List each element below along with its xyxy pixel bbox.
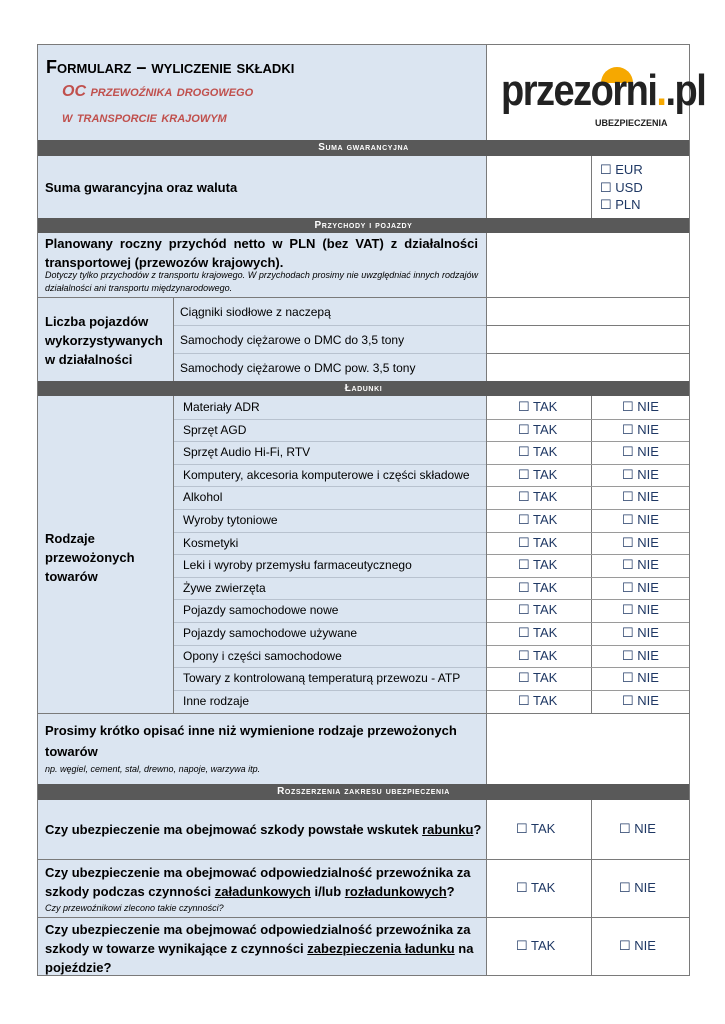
cargo-item-9: Pojazdy samochodowe nowe (183, 603, 339, 618)
currency-eur-checkbox[interactable]: ☐ EUR (600, 162, 643, 177)
cargo-no-checkbox-0[interactable]: ☐ NIE (622, 399, 659, 414)
describe-label: Prosimy krótko opisać inne niż wymienione rodzaje przewożonych towarów (45, 723, 457, 759)
cargo-no-checkbox-4[interactable]: ☐ NIE (622, 489, 659, 505)
cargo-yes-checkbox-2[interactable]: ☐ TAK (518, 444, 558, 460)
logo-tagline: UBEZPIECZENIA (595, 118, 668, 128)
cargo-no-checkbox-5[interactable]: ☐ NIE (622, 512, 659, 527)
cargo-no-checkbox-10[interactable]: ☐ NIE (622, 625, 659, 640)
cargo-item-7: Leki i wyroby przemysłu farmaceutycznego (183, 558, 412, 573)
vehicle-type-1: Samochody ciężarowe o DMC do 3,5 tony (180, 333, 405, 347)
sum-label-cell (38, 156, 486, 218)
cargo-no-checkbox-1[interactable]: ☐ NIE (622, 421, 659, 437)
cargo-item-0: Materiały ADR (183, 400, 260, 414)
q3-yes-checkbox[interactable]: ☐ TAK (516, 938, 556, 953)
q2-note: Czy przewoźnikowi zlecono takie czynności? (45, 903, 224, 913)
form-subtitle-2: w transporcie krajowym (62, 109, 227, 126)
vehicle-type-2: Samochody ciężarowe o DMC pow. 3,5 tony (180, 361, 416, 375)
cargo-item-8: Żywe zwierzęta (183, 580, 266, 595)
cargo-yes-checkbox-11[interactable]: ☐ TAK (518, 647, 558, 663)
cargo-label: Rodzaje przewożonych towarów (45, 531, 135, 584)
header-title-panel (38, 45, 486, 140)
vehicle-count-input-0[interactable] (487, 298, 689, 325)
currency-pln-checkbox[interactable]: ☐ PLN (600, 197, 641, 212)
vehicles-label: Liczba pojazdów wykorzystywanych w działalności (45, 314, 163, 367)
cargo-no-checkbox-3[interactable]: ☐ NIE (622, 466, 659, 482)
vehicle-type-0: Ciągniki siodłowe z naczepą (180, 305, 331, 319)
q1-yes-checkbox[interactable]: ☐ TAK (516, 821, 556, 836)
cargo-item-2: Sprzęt Audio Hi-Fi, RTV (183, 445, 311, 460)
vehicle-count-input-1[interactable] (487, 326, 689, 353)
cargo-yes-checkbox-6[interactable]: ☐ TAK (518, 534, 558, 550)
logo-suffix: .pl (665, 66, 706, 116)
vehicle-count-input-2[interactable] (487, 354, 689, 381)
cargo-item-10: Pojazdy samochodowe używane (183, 626, 358, 640)
form-title: Formularz – wyliczenie składki (46, 57, 295, 77)
q2-label: Czy ubezpieczenie ma obejmować odpowiedzialność przewoźnika za szkody podczas czynności załadunkowych i/lub rozładunkowych? (45, 865, 471, 899)
insurance-form (37, 44, 706, 976)
cargo-yes-checkbox-3[interactable]: ☐ TAK (518, 466, 558, 482)
cargo-yes-checkbox-12[interactable]: ☐ TAK (518, 670, 558, 686)
currency-options (600, 161, 643, 214)
q2-cell (38, 860, 486, 917)
q1-no-checkbox[interactable]: ☐ NIE (619, 821, 656, 836)
q2-yes-checkbox[interactable]: ☐ TAK (516, 880, 556, 895)
cargo-yes-checkbox-1[interactable]: ☐ TAK (518, 421, 558, 437)
cargo-no-checkbox-8[interactable]: ☐ NIE (622, 579, 659, 595)
section-bar-sum: Suma gwarancyjna (38, 140, 689, 156)
cargo-item-3: Komputery, akcesoria komputerowe i części składowe (183, 467, 470, 482)
cargo-item-11: Opony i części samochodowe (183, 648, 342, 663)
cargo-no-checkbox-13[interactable]: ☐ NIE (622, 692, 659, 708)
cargo-yes-checkbox-10[interactable]: ☐ TAK (518, 625, 558, 640)
cargo-yes-checkbox-9[interactable]: ☐ TAK (518, 602, 558, 618)
describe-note: np. węgiel, cement, stal, drewno, napoje, warzywa itp. (45, 764, 261, 774)
describe-cell (38, 714, 486, 784)
cargo-item-5: Wyroby tytoniowe (183, 513, 278, 527)
income-label: Planowany roczny przychód netto w PLN (bez VAT) z działalności transportowej (przewozów krajowych). (45, 236, 478, 270)
describe-input[interactable] (487, 714, 689, 784)
income-note: Dotyczy tylko przychodów z transportu krajowego. W przychodach prosimy nie uwzględniać innych rodzajów działalności ani transportu międzynarodowego. (45, 270, 478, 293)
currency-usd-checkbox[interactable]: ☐ USD (600, 179, 643, 195)
cargo-no-checkbox-7[interactable]: ☐ NIE (622, 557, 659, 573)
q1-label: Czy ubezpieczenie ma obejmować szkody powstałe wskutek rabunku? (45, 822, 482, 837)
q1-cell (38, 800, 486, 859)
sum-label: Suma gwarancyjna oraz waluta (45, 180, 238, 195)
section-bar-extensions: Rozszerzenia zakresu ubezpieczenia (38, 784, 689, 800)
section-bar-income: Przychody i pojazdy (38, 218, 689, 233)
cargo-yes-checkbox-7[interactable]: ☐ TAK (518, 557, 558, 573)
cargo-item-4: Alkohol (183, 490, 223, 505)
q2-no-checkbox[interactable]: ☐ NIE (619, 880, 656, 895)
q3-cell (38, 918, 486, 975)
cargo-yes-checkbox-8[interactable]: ☐ TAK (518, 579, 558, 595)
cargo-no-checkbox-2[interactable]: ☐ NIE (622, 444, 659, 460)
income-input[interactable] (487, 233, 689, 297)
income-label-cell (38, 233, 486, 297)
cargo-item-1: Sprzęt AGD (183, 422, 247, 437)
cargo-yes-checkbox-0[interactable]: ☐ TAK (518, 399, 558, 414)
cargo-yes-checkbox-5[interactable]: ☐ TAK (518, 512, 558, 527)
logo: przezorni..pl UBEZPIECZENIA (487, 45, 689, 140)
form-subtitle-1: OC przewoźnika drogowego (62, 83, 254, 100)
cargo-item-12: Towary z kontrolowaną temperaturą przewozu - ATP (183, 671, 461, 686)
cargo-no-checkbox-12[interactable]: ☐ NIE (622, 670, 659, 686)
cargo-yes-checkbox-13[interactable]: ☐ TAK (518, 692, 558, 708)
logo-text: przezorni (501, 66, 657, 116)
q3-no-checkbox[interactable]: ☐ NIE (619, 938, 656, 953)
cargo-no-checkbox-9[interactable]: ☐ NIE (622, 602, 659, 618)
section-bar-cargo: Ładunki (38, 381, 689, 396)
cargo-item-6: Kosmetyki (183, 535, 239, 550)
cargo-item-13: Inne rodzaje (183, 693, 250, 708)
cargo-yes-checkbox-4[interactable]: ☐ TAK (518, 489, 558, 505)
q3-label: Czy ubezpieczenie ma obejmować odpowiedzialność przewoźnika za szkody w towarze wynikające z czynności zabezpieczenia ładunku na pojeździe? (45, 922, 474, 975)
cargo-no-checkbox-6[interactable]: ☐ NIE (622, 534, 659, 550)
cargo-no-checkbox-11[interactable]: ☐ NIE (622, 647, 659, 663)
